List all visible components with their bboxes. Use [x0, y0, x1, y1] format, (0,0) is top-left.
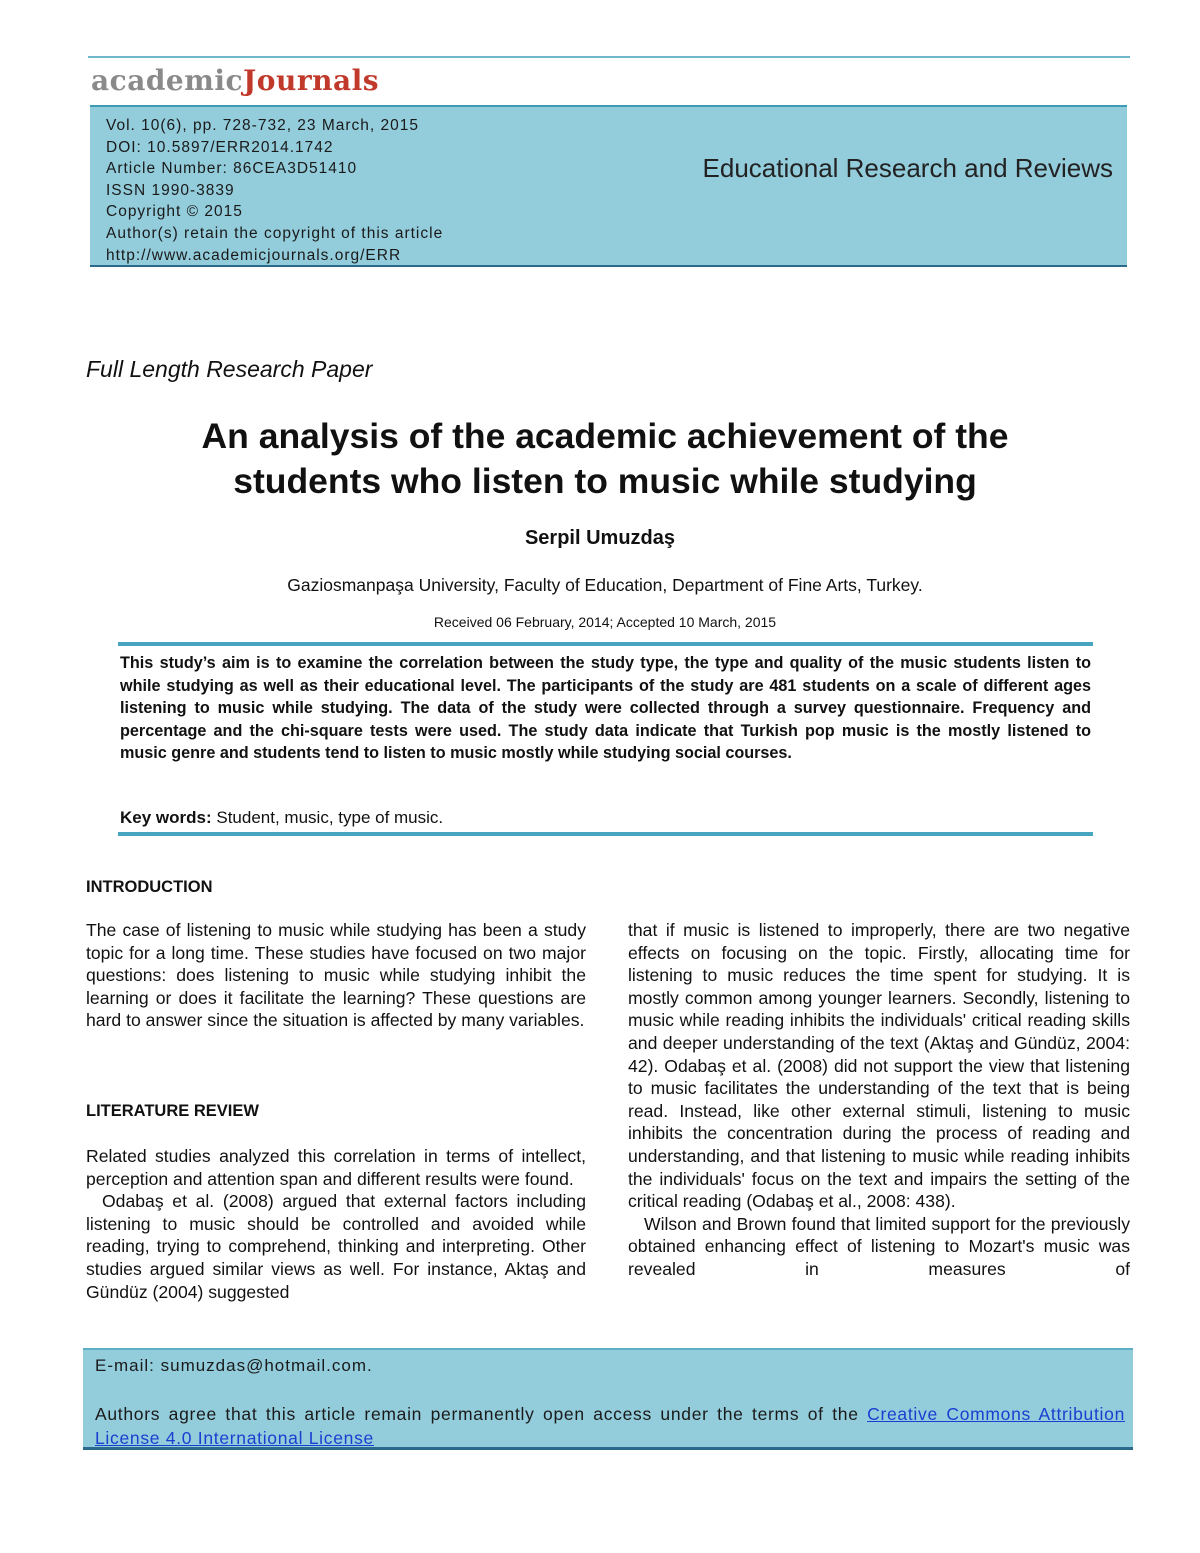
literature-review-heading: LITERATURE REVIEW — [86, 1102, 259, 1120]
keywords-list: Student, music, type of music. — [216, 808, 444, 827]
abstract: This study’s aim is to examine the correlation between the study type, the type and quality of the music students listen to while studying as well as their educational level. The participants of the study are 481 students on a scale of different ages listening to music while studying. The data of the study were collected through a survey questionnaire. Frequency and percentage and the chi-square tests were used. The study data indicate that Turkish pop music is the mostly listened to music genre and students tend to listen to music mostly while studying social courses. — [120, 654, 1091, 762]
paper-type: Full Length Research Paper — [86, 356, 373, 382]
literature-paragraph-1: Related studies analyzed this correlation in terms of intellect, perception and attention span and different results were found. — [86, 1146, 586, 1189]
abstract-top-rule — [118, 642, 1093, 646]
author-rights-line: Author(s) retain the copyright of this article — [106, 224, 444, 242]
keywords-label: Key words: — [120, 808, 212, 827]
article-metadata — [106, 115, 443, 266]
abstract-bottom-rule — [118, 832, 1093, 836]
article-number-line: Article Number: 86CEA3D51410 — [106, 160, 358, 178]
author-name: Serpil Umuzdaş — [524, 527, 676, 549]
header-top-rule — [88, 56, 1130, 58]
article-info-box — [90, 105, 1127, 267]
literature-review-text — [86, 1145, 586, 1303]
journal-url[interactable]: http://www.academicjournals.org/ERR — [106, 246, 402, 264]
journal-name: Educational Research and Reviews — [702, 153, 1113, 183]
paper-title — [100, 414, 1110, 504]
title-line-1: An analysis of the academic achievement of the — [201, 416, 1009, 456]
volume-line: Vol. 10(6), pp. 728-732, 23 March, 2015 — [106, 117, 420, 134]
issn-line: ISSN 1990-3839 — [106, 181, 235, 199]
license-link[interactable]: Creative Commons Attribution License 4.0 International License — [95, 1404, 1125, 1448]
right-paragraph-2: Wilson and Brown found that limited support for the previously obtained enhancing effect of listening to Mozart's music was revealed in measures of — [628, 1213, 1130, 1279]
received-accepted-dates: Received 06 February, 2014; Accepted 10 March, 2015 — [433, 614, 777, 630]
doi-line: DOI: 10.5897/ERR2014.1742 — [106, 138, 334, 156]
author-email[interactable]: E-mail: sumuzdas@hotmail.com. — [95, 1356, 373, 1375]
license-statement: Authors agree that this article remain permanently open access under the terms of the Creative Commons Attribution License 4.0 International License — [95, 1404, 1125, 1448]
right-paragraph-1: that if music is listened to improperly, there are two negative effects on focusing on the topic. Firstly, allocating time for listening to music reduces the time spent for studying. It is mostly common among younger learners. Secondly, listening to music while reading inhibits the individuals' critical reading skills and deeper understanding of the text (Aktaş and Gündüz, 2004: 42). Odabaş et al. (2008) did not support the view that listening to music facilitates the understanding of the text that is being read. Instead, like other external stimuli, listening to music inhibits the concentration during the process of reading and understanding, and that listening to music while reading inhibits the individuals' focus on the text and impairs the setting of the critical reading (Odabaş et al., 2008: 438). — [628, 920, 1130, 1212]
title-line-2: students who listen to music while studying — [233, 461, 977, 501]
introduction-heading: INTRODUCTION — [86, 878, 213, 896]
introduction-paragraph: The case of listening to music while studying has been a study topic for a long time. These studies have focused on two major questions: does listening to music while studying inhibit the learning or does it facilitate the learning? These questions are hard to answer since the situation is affected by many variables. — [86, 920, 586, 1031]
publisher-logo: academicJournals — [91, 64, 379, 97]
copyright-line: Copyright © 2015 — [106, 203, 243, 221]
right-column-text — [628, 919, 1130, 1281]
author-affiliation: Gaziosmanpaşa University, Faculty of Education, Department of Fine Arts, Turkey. — [287, 575, 923, 595]
keywords — [120, 808, 443, 828]
literature-paragraph-2: Odabaş et al. (2008) argued that external factors including listening to music should be controlled and avoided while reading, trying to comprehend, thinking and interpreting. Other studies argued similar views as well. For instance, Aktaş and Gündüz (2004) suggested — [86, 1191, 586, 1302]
footnote-box — [83, 1348, 1133, 1450]
